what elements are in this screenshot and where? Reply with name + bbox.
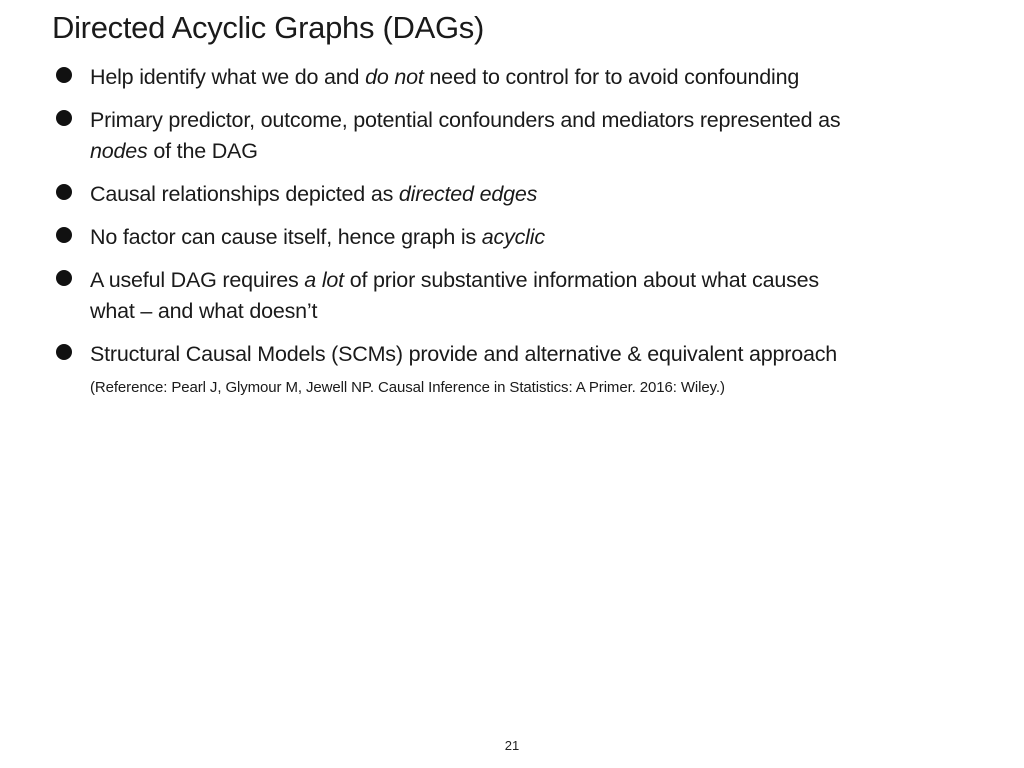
bullet-text: of the DAG: [147, 139, 258, 163]
bullet-item: [56, 222, 856, 253]
bullet-text: Primary predictor, outcome, potential confounders and mediators represented as: [90, 108, 841, 132]
bullet-list: [56, 62, 856, 413]
bullet-text: Help identify what we do and: [90, 65, 366, 89]
bullet-text: of prior substantive information about what causes what – and what doesn’t: [90, 268, 819, 323]
bullet-text: Causal relationships depicted as: [90, 182, 399, 206]
bullet-dot-icon: [56, 227, 72, 243]
page-number: 21: [504, 738, 520, 753]
bullet-dot-icon: [56, 270, 72, 286]
bullet-item: [56, 339, 856, 401]
bullet-emphasis: directed edges: [398, 182, 538, 206]
bullet-item: [56, 105, 856, 167]
bullet-emphasis: acyclic: [481, 225, 545, 249]
bullet-dot-icon: [56, 184, 72, 200]
bullet-dot-icon: [56, 344, 72, 360]
bullet-emphasis: nodes: [90, 139, 148, 163]
bullet-dot-icon: [56, 110, 72, 126]
slide-title: Directed Acyclic Graphs (DAGs): [52, 10, 484, 45]
bullet-item: [56, 265, 856, 327]
bullet-dot-icon: [56, 67, 72, 83]
bullet-item: [56, 179, 856, 210]
bullet-reference: (Reference: Pearl J, Glymour M, Jewell NP. Causal Inference in Statistics: A Primer. 2016: Wiley.): [90, 379, 725, 396]
bullet-text: need to control for to avoid confounding: [423, 65, 800, 89]
bullet-emphasis: a lot: [304, 268, 344, 292]
bullet-item: [56, 62, 856, 93]
bullet-text: Structural Causal Models (SCMs) provide and alternative & equivalent approach: [90, 342, 838, 366]
bullet-emphasis: do not: [365, 65, 424, 89]
bullet-text: A useful DAG requires: [90, 268, 305, 292]
bullet-text: No factor can cause itself, hence graph is: [90, 225, 482, 249]
